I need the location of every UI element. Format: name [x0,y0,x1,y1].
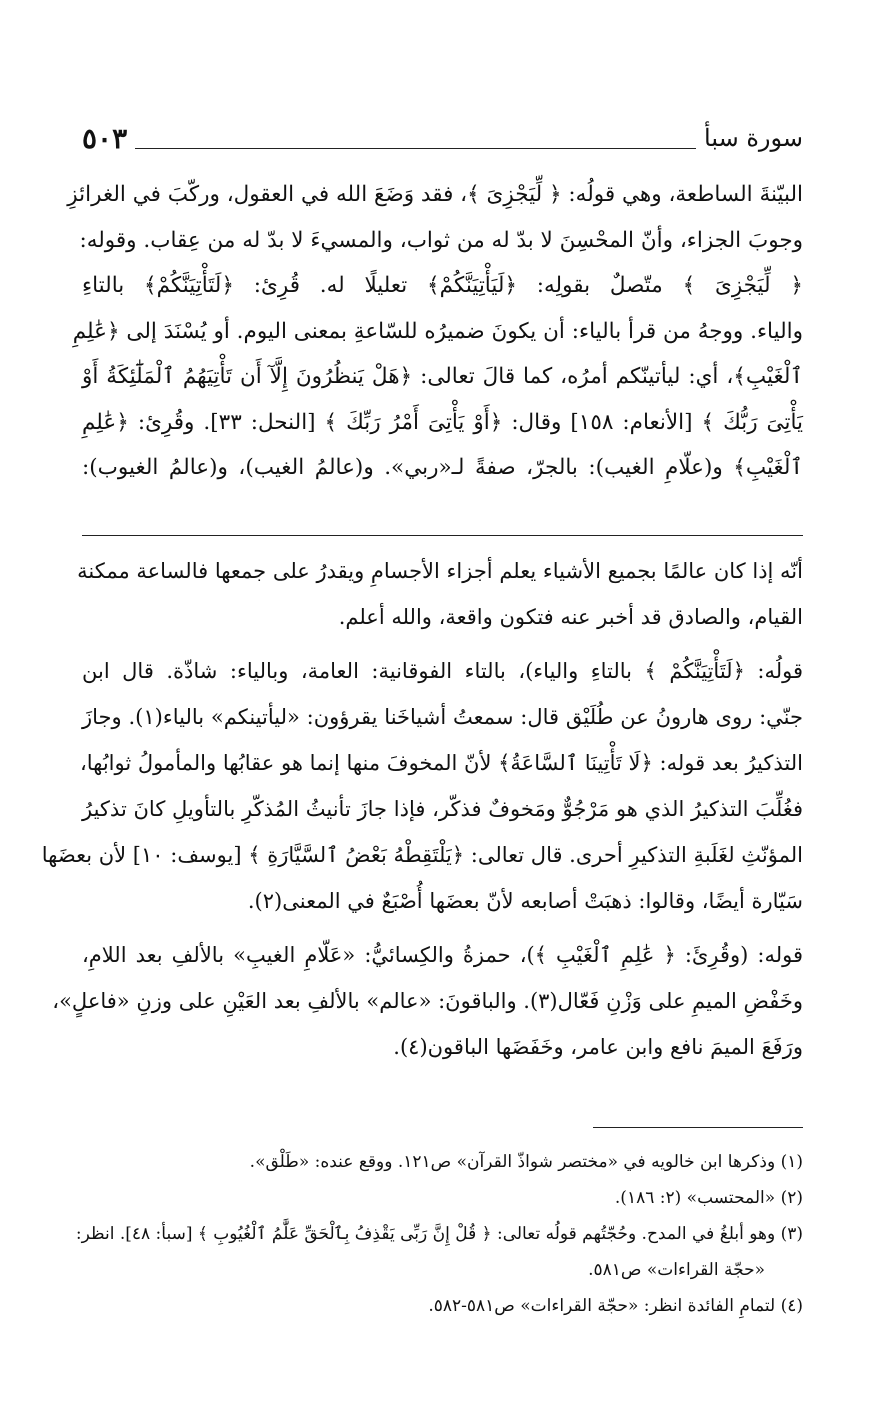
text-line: أنّه إذا كان عالمًا بجميع الأشياء يعلم أجزاء الأجسامِ ويقدرُ على جمعها فالساعة ممكنة [77,559,803,583]
text-line: قولُه: ﴿لَتَأْتِيَنَّكُمْ ﴾ بالتاءِ والياء)، بالتاء الفوقانية: العامة، وبالياء: شاذّة. قال ابن [82,659,803,683]
footnote: (٢) «المحتسب» (٢: ١٨٦). [614,1188,803,1208]
footnotes [75,1144,803,1324]
text-line: التذكيرُ بعد قوله: ﴿لَا تَأْتِينَا ٱلسَّاعَةُ﴾ لأنّ المخوفَ منها إنما هو عقابُها والمأمولُ ثوابُها، [79,751,803,775]
page-header [82,118,803,158]
commentary-line: البيّنةَ الساطعة، وهي قولُه: ﴿ لِّيَجْزِىَ ﴾، فقد وَضَعَ الله في العقول، وركّبَ في الغرائزِ [67,182,803,207]
commentary-line: وجوبَ الجزاء، وأنّ المحْسِنَ لا بدّ له من ثواب، والمسيءَ لا بدّ له من عِقاب. وقوله: [79,227,803,253]
header-rule [135,128,696,149]
text-line: سَيّارة أيضًا، وقالوا: ذهبَتْ أصابعه لأنّ بعضَها أُصْبَعٌ في المعنى(٢). [247,889,803,913]
footnote-rule [593,1127,803,1128]
paragraph [52,932,803,1070]
surah-title: سورة سبأ [704,124,803,152]
section-divider [82,535,803,536]
paragraph [41,648,803,924]
page-number: ٥٠٣ [82,121,128,155]
text-line: قوله: (وقُرِئَ: ﴿ عَٰلِمِ ٱلْغَيْبِ ﴾)، حمزةُ والكِسائيُّ: «عَلّامِ الغيبِ» بالألفِ بعد اللامِ، [82,943,803,967]
footnote-continuation: «حجّة القراءات» ص٥٨١. [588,1260,765,1280]
footnote: (١) وذكرها ابن خالويه في «مختصر شواذّ القرآن» ص١٢١. ووقع عنده: «طَلْق». [249,1152,803,1172]
annotation-block [41,548,803,1078]
commentary-line: والياء. ووجهُ من قرأ بالياء: أن يكونَ ضميرُه للسّاعةِ بمعنى اليوم. أو يُسْنَدَ إلى ﴿عَٰلِمِ [72,318,803,344]
text-line: المؤنّثِ لغَلَبةِ التذكيرِ أحرى. قال تعالى: ﴿يَلْتَقِطْهُ بَعْضُ ٱلسَّيَّارَةِ ﴾ [يوسف: ١٠] لأن بعضَها [41,843,803,867]
text-line: ورَفَعَ الميمَ نافع وابن عامر، وخَفَضَها الباقون(٤). [393,1035,803,1059]
text-line: فغُلِّبَ التذكيرُ الذي هو مَرْجُوٌّ ومَخوفٌ فذكّر، فإذا جازَ تأنيثُ المُذكّرِ بالتأويلِ كانَ تذكيرُ [82,797,803,821]
paragraph [77,548,803,640]
commentary-block [67,172,803,491]
commentary-line: ٱلْغَيْبِ﴾، أي: ليأتينّكم أمرُه، كما قالَ تعالى: ﴿هَلْ يَنظُرُونَ إِلَّآ أَن تَأْتِيَهُمُ ٱلْمَلَٰٓئِكَةُ أَوْ [82,364,803,389]
commentary-line: يَأْتِىَ رَبُّكَ ﴾ [الأنعام: ١٥٨] وقال: ﴿أَوْ يَأْتِىَ أَمْرُ رَبِّكَ ﴾ [النحل: ٣٣]. وقُرِئ: ﴿عَٰلِمِ [82,409,803,435]
text-line: جنّي: روى هارونُ عن طُلَيْق قال: سمعتُ أشياخَنا يقرؤون: «ليأتينكم» بالياء(١). وجازَ [82,705,803,729]
commentary-line: ﴿ لِّيَجْزِىَ ﴾ متّصلٌ بقولِه: ﴿لَيَأْتِيَنَّكُمْ﴾ تعليلًا له. قُرِئ: ﴿لَتَأْتِيَنَّكُمْ﴾ بالتاءِ [82,273,803,298]
commentary-line: ٱلْغَيْبِ﴾ و(علّامِ الغيب): بالجرّ، صفةً لـ«ربي». و(عالمُ الغيب)، و(عالمُ الغيوب): [82,455,803,480]
footnote: (٣) وهو أبلغُ في المدح. وحُجّتُهم قولُه تعالى: ﴿ قُلْ إِنَّ رَبِّى يَقْذِفُ بِٱلْحَقِّ عَلَّٰمُ ٱلْغُيُوبِ ﴾ [سبأ: ٤٨]. انظر: [75,1224,803,1244]
text-line: القيام، والصادق قد أخبر عنه فتكون واقعة، والله أعلم. [338,605,803,629]
footnote: (٤) لتمامِ الفائدة انظر: «حجّة القراءات» ص٥٨١-٥٨٢. [428,1296,803,1316]
text-line: وخَفْضِ الميمِ على وَزْنِ فَعّال(٣). والباقونَ: «عالم» بالألفِ بعد العَيْنِ على وزنِ «فاعلٍ»، [52,989,803,1013]
